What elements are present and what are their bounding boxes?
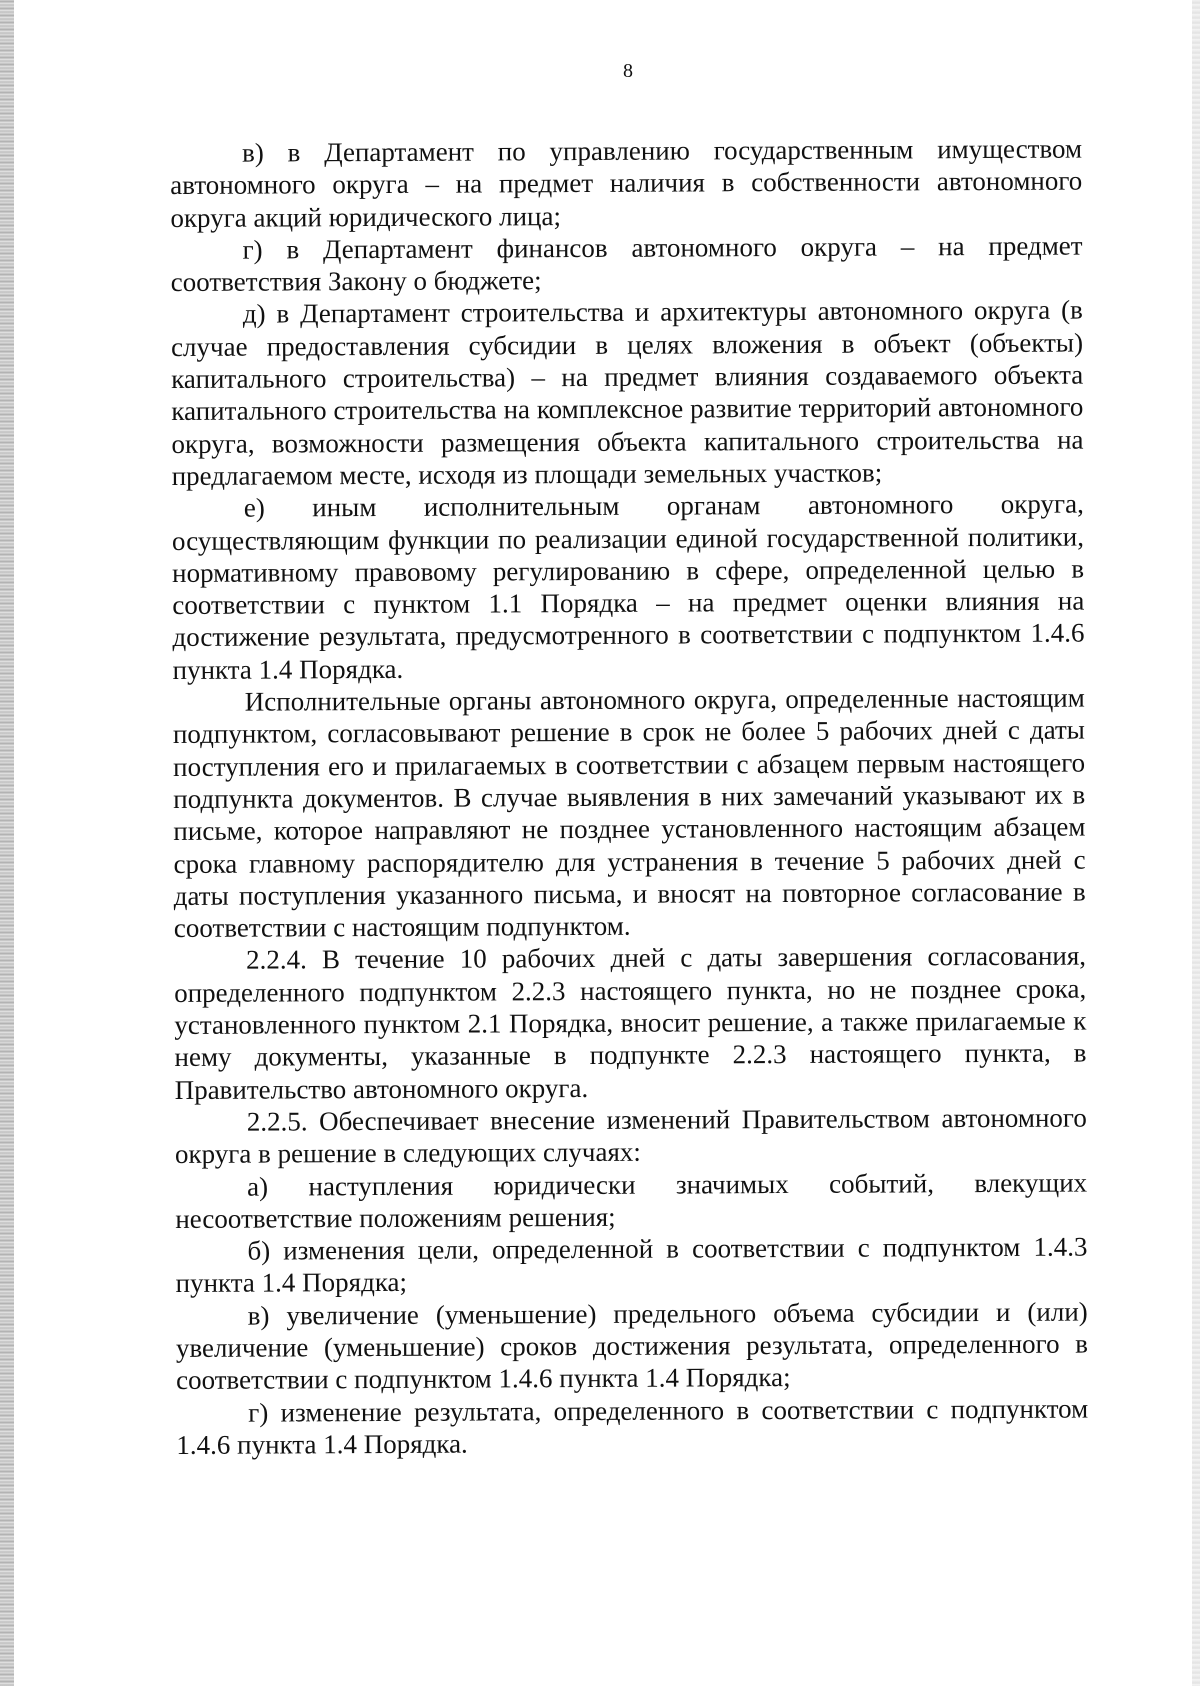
paragraph-b-goal-change: б) изменения цели, определенной в соответствии с подпунктом 1.4.3 пункта 1.4 Порядка; — [175, 1231, 1088, 1299]
scan-edge-left — [0, 0, 14, 1686]
document-body — [170, 133, 1088, 1462]
page-number: 8 — [623, 60, 633, 82]
paragraph-2-2-5: 2.2.5. Обеспечивает внесение изменений Правительством автономного округа в решение в следующих случаях: — [174, 1102, 1087, 1170]
paragraph-g-finance-department: г) в Департамент финансов автономного округа – на предмет соответствия Закону о бюджете; — [170, 230, 1083, 298]
paragraph-v-property-department: в) в Департамент по управлению государственным имуществом автономного округа – на предмет наличия в собственности автономного округа акций юридического лица; — [170, 133, 1083, 233]
paragraph-g-result-change: г) изменение результата, определенного в соответствии с подпунктом 1.4.6 пункта 1.4 Порядка. — [176, 1393, 1089, 1460]
paragraph-2-2-4: 2.2.4. В течение 10 рабочих дней с даты завершения согласования, определенного подпунктом 2.2.3 настоящего пункта, но не позднее срока, установленного пунктом 2.1 Порядка, вносит решение, а также прилагаемые к нему документы, указанные в подпункте 2.2.3 настоящего пункта, в Правительство автономного округа. — [174, 940, 1087, 1105]
paragraph-a-legal-events: а) наступления юридически значимых событий, влекущих несоответствие положениям решения; — [175, 1167, 1088, 1234]
scan-edge-right — [1192, 0, 1200, 1686]
paragraph-e-other-executive-bodies: е) иным исполнительным органам автономного округа, осуществляющим функции по реализации единой государственной политики, нормативному правовому регулированию в сфере, определенной целью в соответствии с пунктом 1.1 Порядка – на предмет оценки влияния на достижение результата, предусмотренного в соответствии с подпунктом 1.4.6 пункта 1.4 Порядка. — [171, 488, 1085, 685]
paragraph-v-subsidy-volume-change: в) увеличение (уменьшение) предельного объема субсидии и (или) увеличение (уменьшение) сроков достижения результата, определенного в соответствии с подпунктом 1.4.6 пункта 1.4 Порядка; — [175, 1296, 1088, 1396]
paragraph-approval-terms: Исполнительные органы автономного округа, определенные настоящим подпунктом, согласовывают решение в срок не более 5 рабочих дней с даты поступления его и прилагаемых в соответствии с абзацем первым настоящего подпункта документов. В случае выявления в них замечаний указывают их в письме, которое направляют не позднее установленного настоящим абзацем срока главному распорядителю для устранения в течение 5 рабочих дней с даты поступления указанного письма, и вносят на повторное согласование в соответствии с настоящим подпунктом. — [172, 682, 1086, 944]
paragraph-d-construction-department: д) в Департамент строительства и архитектуры автономного округа (в случае предоставления субсидии в целях вложения в объект (объекты) капитального строительства) – на предмет влияния создаваемого объекта капитального строительства на комплексное развитие территорий автономного округа, возможности размещения объекта капитального строительства на предлагаемом месте, исходя из площади земельных участков; — [170, 295, 1084, 491]
